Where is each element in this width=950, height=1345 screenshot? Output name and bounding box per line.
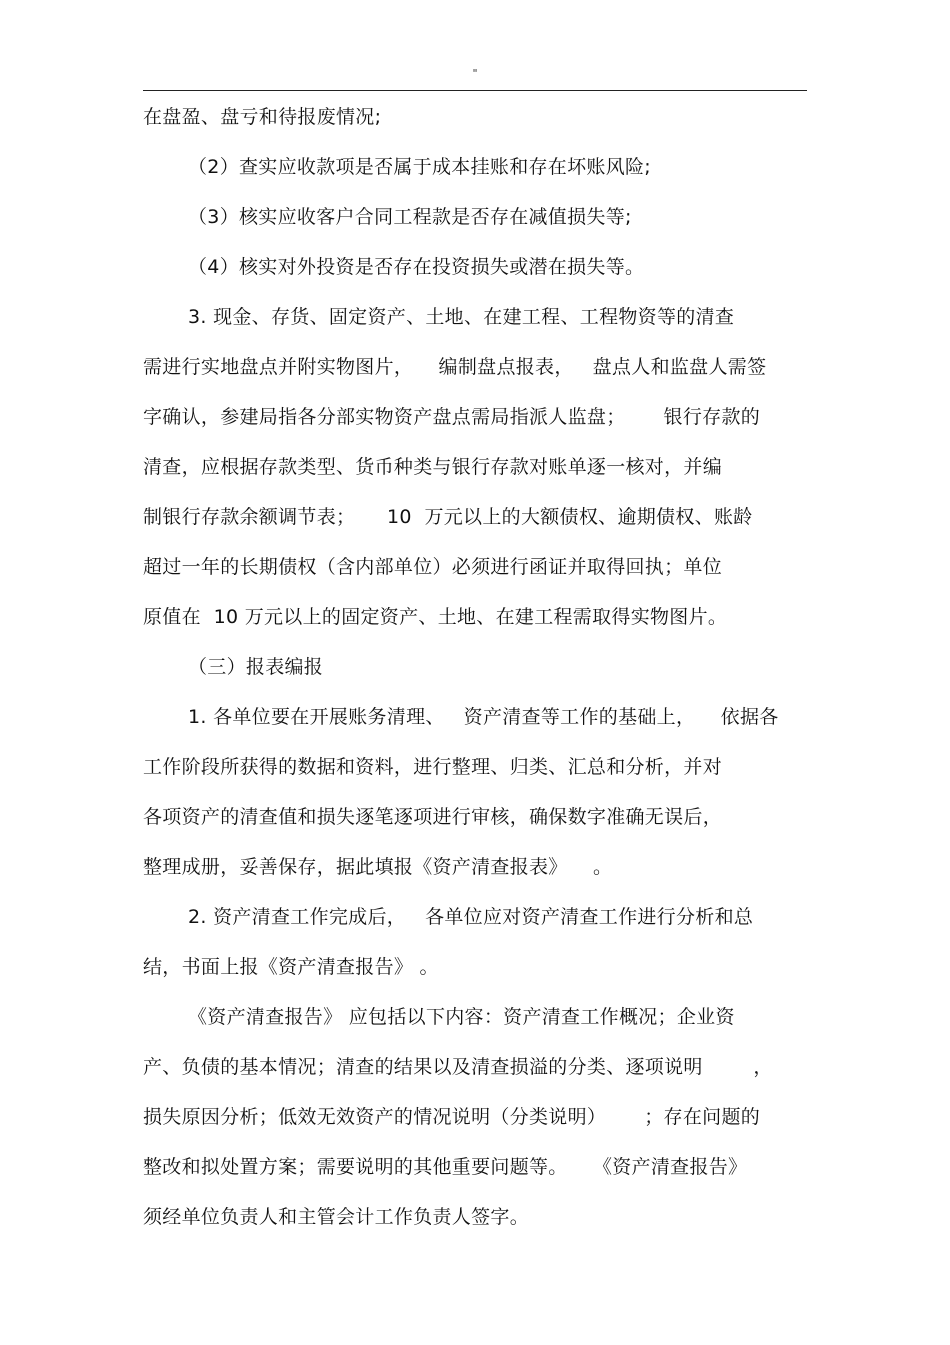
text-line: 整改和拟处置方案；需要说明的其他重要问题等。 《资产清查报告》 — [143, 1156, 748, 1178]
section-heading: （三）报表编报 — [188, 656, 324, 678]
text-line: 字确认，参建局指各分部实物资产盘点需局指派人监盘； 银行存款的 — [143, 406, 761, 428]
text-line: （4）核实对外投资是否存在投资损失或潜在损失等。 — [188, 256, 645, 278]
text-line: 制银行存款余额调节表； 10 万元以上的大额债权、逾期债权、账龄 — [143, 506, 753, 528]
text-line: 原值在 10 万元以上的固定资产、土地、在建工程需取得实物图片。 — [143, 606, 728, 628]
text-line: 结，书面上报《资产清查报告》 。 — [143, 956, 439, 978]
text-line: 《资产清查报告》 应包括以下内容：资产清查工作概况；企业资 — [188, 1006, 735, 1028]
text-line: 各项资产的清查值和损失逐笔逐项进行审核，确保数字准确无误后， — [143, 806, 723, 828]
text-line: （3）核实应收客户合同工程款是否存在减值损失等; — [188, 206, 632, 228]
text-line: 须经单位负责人和主管会计工作负责人签字。 — [143, 1206, 530, 1228]
text-line: 损失原因分析；低效无效资产的情况说明（分类说明） ；存在问题的 — [143, 1106, 761, 1128]
text-line: 超过一年的长期债权（含内部单位）必须进行函证并取得回执；单位 — [143, 556, 723, 578]
text-line: 需进行实地盘点并附实物图片， 编制盘点报表， 盘点人和监盘人需签 — [143, 356, 767, 378]
text-line: 工作阶段所获得的数据和资料，进行整理、归类、汇总和分析，并对 — [143, 756, 723, 778]
header-mark: " — [472, 67, 478, 80]
text-line: 3. 现金、存货、固定资产、土地、在建工程、工程物资等的清查 — [188, 306, 735, 328]
header-rule — [143, 90, 807, 91]
text-line: 产、负债的基本情况；清查的结果以及清查损溢的分类、逐项说明 ， — [143, 1056, 773, 1078]
text-line: 在盘盈、盘亏和待报废情况; — [143, 106, 382, 128]
text-line: 2. 资产清查工作完成后， 各单位应对资产清查工作进行分析和总 — [188, 906, 754, 928]
text-line: 整理成册，妥善保存，据此填报《资产清查报表》 。 — [143, 856, 613, 878]
text-line: 清查，应根据存款类型、货币种类与银行存款对账单逐一核对，并编 — [143, 456, 723, 478]
text-line: 1. 各单位要在开展账务清理、 资产清查等工作的基础上， 依据各 — [188, 706, 779, 728]
text-line: （2）查实应收款项是否属于成本挂账和存在坏账风险; — [188, 156, 651, 178]
